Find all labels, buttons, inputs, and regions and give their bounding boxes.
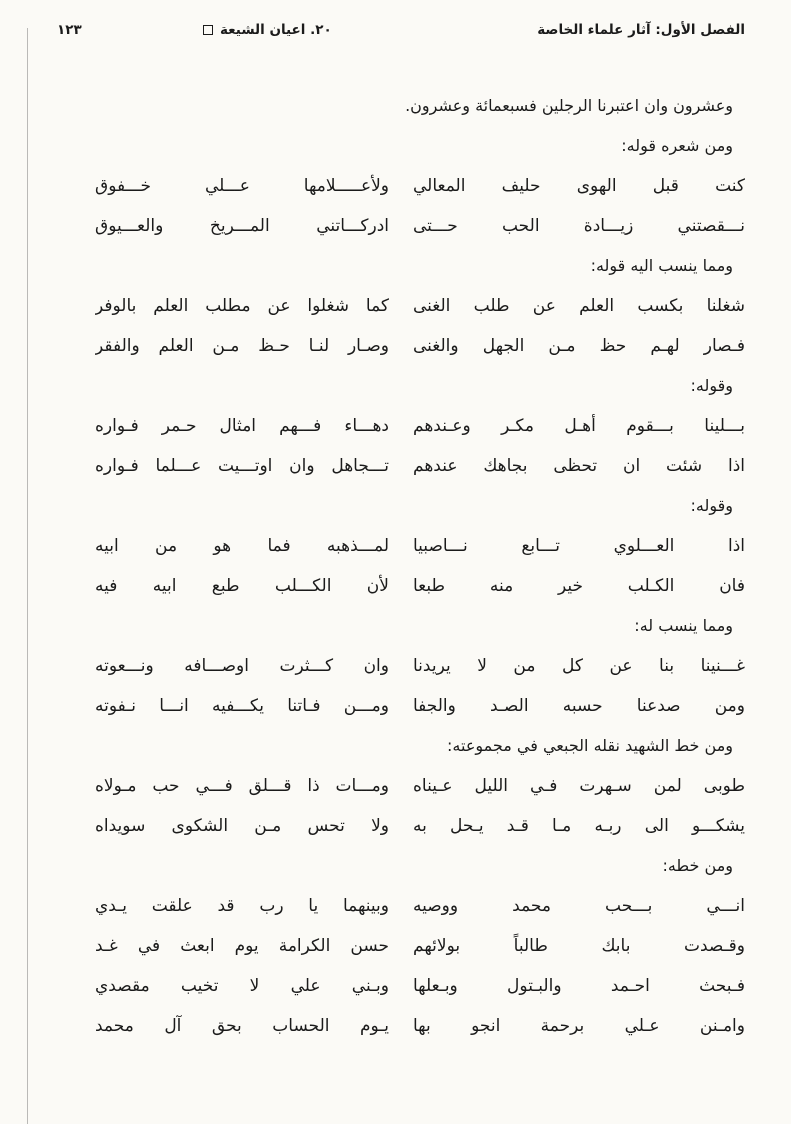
square-box-icon [203, 25, 213, 35]
book-reference [203, 22, 332, 38]
prose-line: ومما ينسب له: [634, 616, 733, 635]
hemistich-first: شغلنا بكسب العلم عن طلب الغنى [413, 296, 745, 316]
hemistich-second: كما شغلوا عن مطلب العلم بالوفر [95, 296, 389, 316]
hemistich-first: انـــي بـــحب محمد ووصيه [413, 896, 745, 916]
hemistich-second: وبـني علي لا تخيب مقصدي [95, 976, 389, 996]
hemistich-first: ومن صدعنا حسبه الصـد والجفا [413, 696, 745, 716]
verse-couplet [95, 166, 745, 206]
hemistich-first: وقـصدت بابك طالباً بولائهم [413, 936, 745, 956]
hemistich-first: يشكـــو الى ربـه مـا قـد يـحل به [413, 816, 745, 836]
hemistich-second: ولا تحس مـن الشكوى سويداه [95, 816, 389, 836]
hemistich-second: حسن الكرامة يوم ابعث في غـد [95, 936, 389, 956]
hemistich-second: لمـــذهبه فما هو من ابيه [95, 536, 389, 556]
verse-couplet [95, 966, 745, 1006]
verse-couplet [95, 686, 745, 726]
prose-line: ومن شعره قوله: [621, 136, 733, 155]
hemistich-first: غـــنينا بنا عن كل من لا يريدنا [413, 656, 745, 676]
hemistich-second: يـوم الحساب بحق آل محمد [95, 1016, 389, 1036]
verse-couplet [95, 646, 745, 686]
hemistich-first: كنت قبل الهوى حليف المعالي [413, 176, 745, 196]
page-number: ١٢٣ [57, 22, 82, 38]
verse-couplet [95, 406, 745, 446]
prose-line: ومن خطه: [662, 856, 733, 875]
chapter-title: الفصل الأول: آثار علماء الخاصة [537, 22, 745, 38]
verse-couplet [95, 1006, 745, 1046]
hemistich-second: دهـــاء فـــهم امثال حـمر فـواره [95, 416, 389, 436]
hemistich-first: اذا شئت ان تحظى بجاهك عندهم [413, 456, 745, 476]
prose-line: وقوله: [690, 376, 733, 395]
page-body [95, 86, 745, 1046]
hemistich-second: ومـــات ذا قـــلق فـــي حب مـولاه [95, 776, 389, 796]
hemistich-second: ادركـــاتني المـــريخ والعـــيوق [95, 216, 389, 236]
verse-couplet [95, 566, 745, 606]
hemistich-first: طوبى لمن سـهرت فـي الليل عـيناه [413, 776, 745, 796]
hemistich-second: وصـار لنـا حـظ مـن العلم والفقر [95, 336, 389, 356]
book-title: ٢٠. اعيان الشيعة [220, 22, 332, 38]
hemistich-first: نـــقصتني زيـــادة الحب حـــتى [413, 216, 745, 236]
hemistich-second: ومـــن فـاتنا يكـــفيه انـــا نـفوته [95, 696, 389, 716]
hemistich-first: فـصار لهـم حظ مـن الجهل والغنى [413, 336, 745, 356]
scan-edge-line [27, 28, 28, 1124]
verse-couplet [95, 886, 745, 926]
prose-line: ومما ينسب اليه قوله: [590, 256, 733, 275]
verse-couplet [95, 206, 745, 246]
verse-couplet [95, 286, 745, 326]
hemistich-second: ولأعـــــلامها عـــلي خـــفوق [95, 176, 389, 196]
hemistich-first: بـــلينا بـــقوم أهـل مكـر وعـندهم [413, 416, 745, 436]
verse-couplet [95, 766, 745, 806]
prose-line: وعشرون وان اعتبرنا الرجلين فسبعمائة وعشرون. [405, 96, 733, 115]
verse-couplet [95, 806, 745, 846]
hemistich-second: لأن الكـــلب طبع ابيه فيه [95, 576, 389, 596]
hemistich-first: وامـنن عـلي برحمة انجو بها [413, 1016, 745, 1036]
verse-couplet [95, 526, 745, 566]
hemistich-first: فان الكـلب خير منه طبعا [413, 576, 745, 596]
hemistich-second: وبينهما يا رب قد علقت يـدي [95, 896, 389, 916]
hemistich-first: فـبحث احـمد والبـتول وبـعلها [413, 976, 745, 996]
verse-couplet [95, 926, 745, 966]
verse-couplet [95, 326, 745, 366]
hemistich-second: وان كـــثرت اوصـــافه ونـــعوته [95, 656, 389, 676]
hemistich-first: اذا العـــلوي تـــابع نـــاصبيا [413, 536, 745, 556]
verse-couplet [95, 446, 745, 486]
prose-line: وقوله: [690, 496, 733, 515]
page-header [30, 22, 745, 44]
prose-line: ومن خط الشهيد نقله الجبعي في مجموعته: [447, 736, 733, 755]
hemistich-second: تـــجاهل وان اوتـــيت عـــلما فـواره [95, 456, 389, 476]
